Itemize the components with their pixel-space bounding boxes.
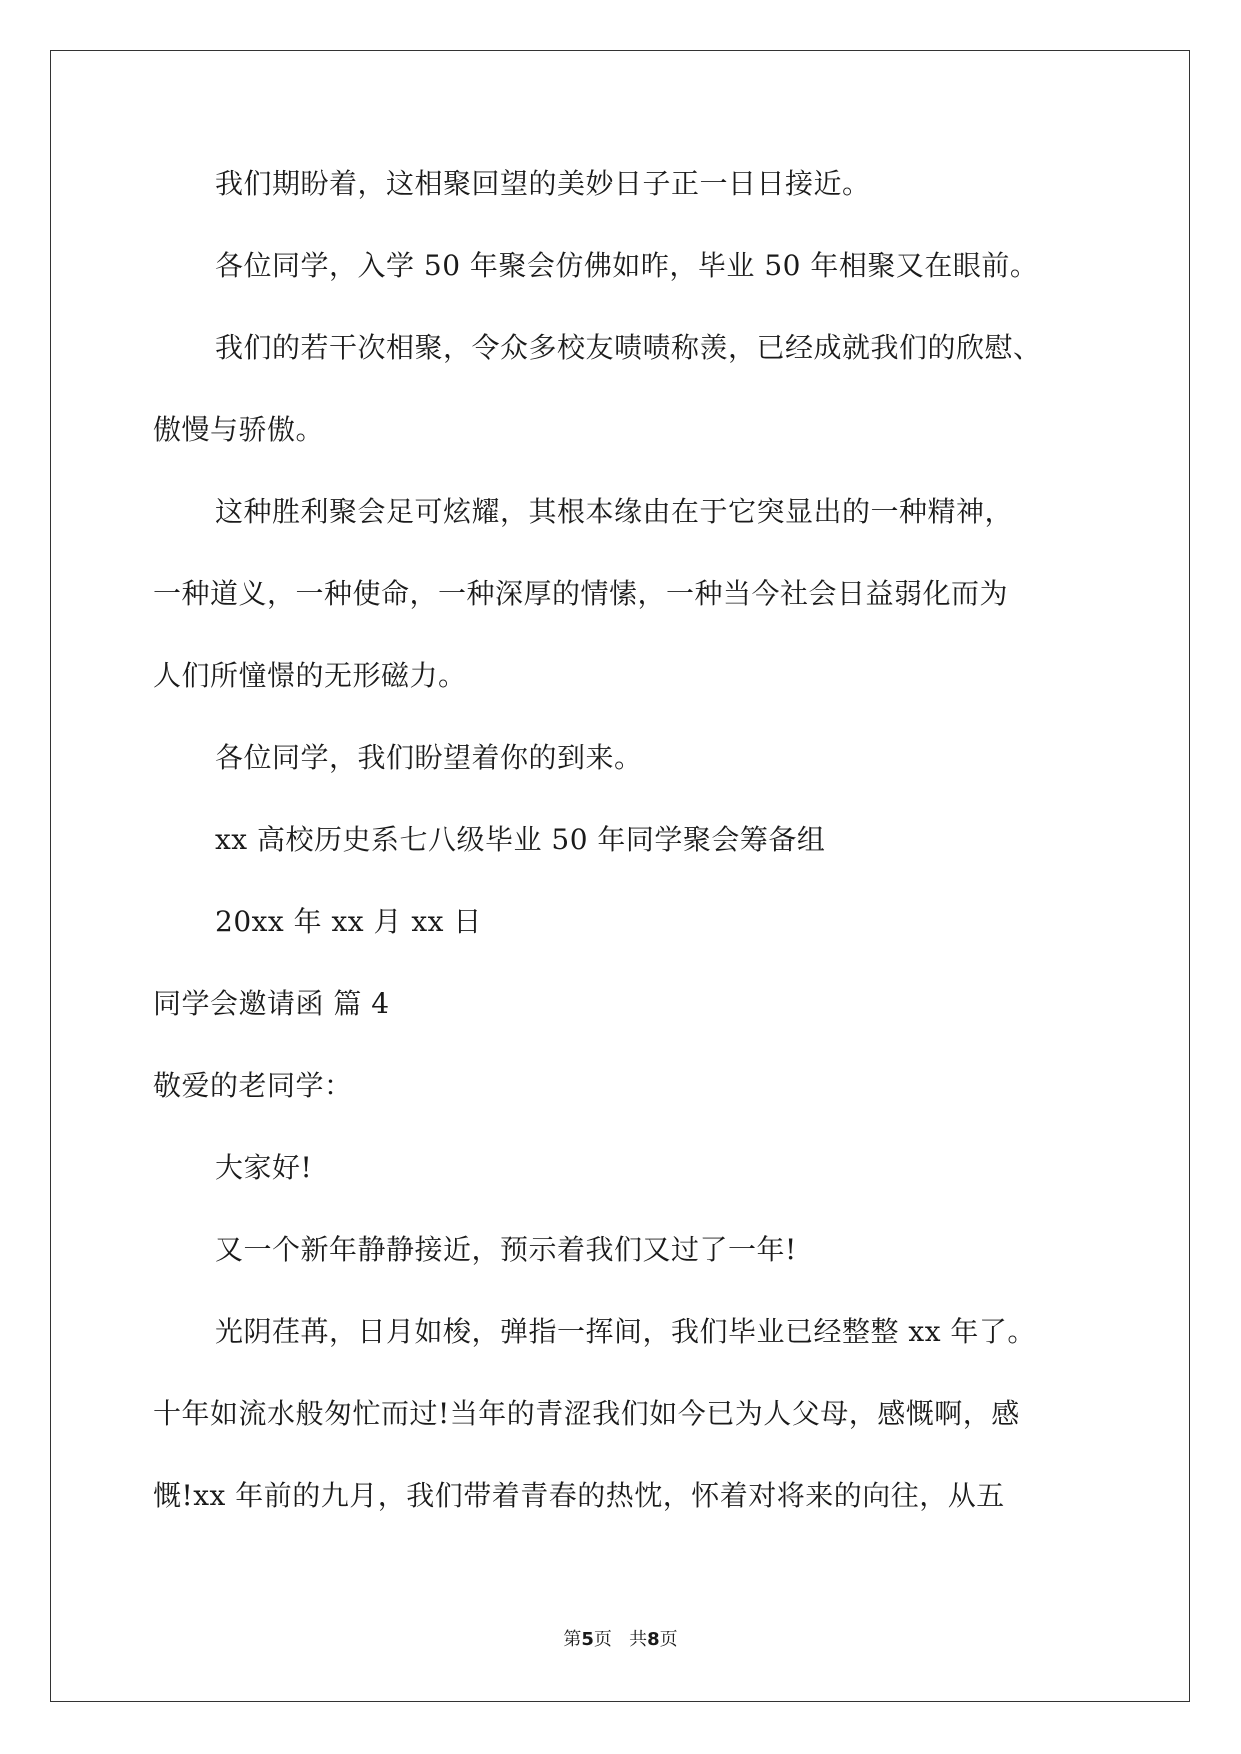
paragraph-line: 慨!xx 年前的九月，我们带着青春的热忱，怀着对将来的向往，从五	[153, 1479, 1005, 1512]
paragraph-line: 各位同学，入学 50 年聚会仿佛如昨，毕业 50 年相聚又在眼前。	[215, 249, 1039, 282]
paragraph-line: 光阴荏苒，日月如梭，弹指一挥间，我们毕业已经整整 xx 年了。	[215, 1315, 1036, 1348]
document-body	[153, 163, 1093, 1557]
paragraph-line: 这种胜利聚会足可炫耀，其根本缘由在于它突显出的一种精神，	[215, 495, 1014, 528]
footer-prefix: 第	[563, 1629, 582, 1650]
paragraph-line: 傲慢与骄傲。	[153, 413, 325, 446]
paragraph-line: 各位同学，我们盼望着你的到来。	[215, 741, 643, 774]
signature-date: 20xx 年 xx 月 xx 日	[215, 905, 482, 938]
paragraph-line: 我们期盼着，这相聚回望的美妙日子正一日日接近。	[215, 167, 871, 200]
current-page-number: 5	[581, 1629, 594, 1650]
signature-organizer: xx 高校历史系七八级毕业 50 年同学聚会筹备组	[215, 823, 826, 856]
total-page-number: 8	[647, 1629, 660, 1650]
footer-mid: 页 共	[593, 1629, 648, 1650]
paragraph-line: 我们的若干次相聚，令众多校友啧啧称羡，已经成就我们的欣慰、	[215, 331, 1042, 364]
paragraph-line: 人们所憧憬的无形磁力。	[153, 659, 467, 692]
paragraph-line: 又一个新年静静接近，预示着我们又过了一年!	[215, 1233, 797, 1266]
paragraph-line: 十年如流水般匆忙而过!当年的青涩我们如今已为人父母，感慨啊，感	[153, 1397, 1020, 1430]
paragraph-line: 一种道义，一种使命，一种深厚的情愫，一种当今社会日益弱化而为	[153, 577, 1009, 610]
salutation: 敬爱的老同学：	[153, 1069, 353, 1102]
page-footer	[0, 1628, 1241, 1652]
footer-suffix: 页	[659, 1629, 678, 1650]
greeting: 大家好!	[215, 1151, 313, 1184]
section-heading: 同学会邀请函 篇 4	[153, 987, 390, 1020]
